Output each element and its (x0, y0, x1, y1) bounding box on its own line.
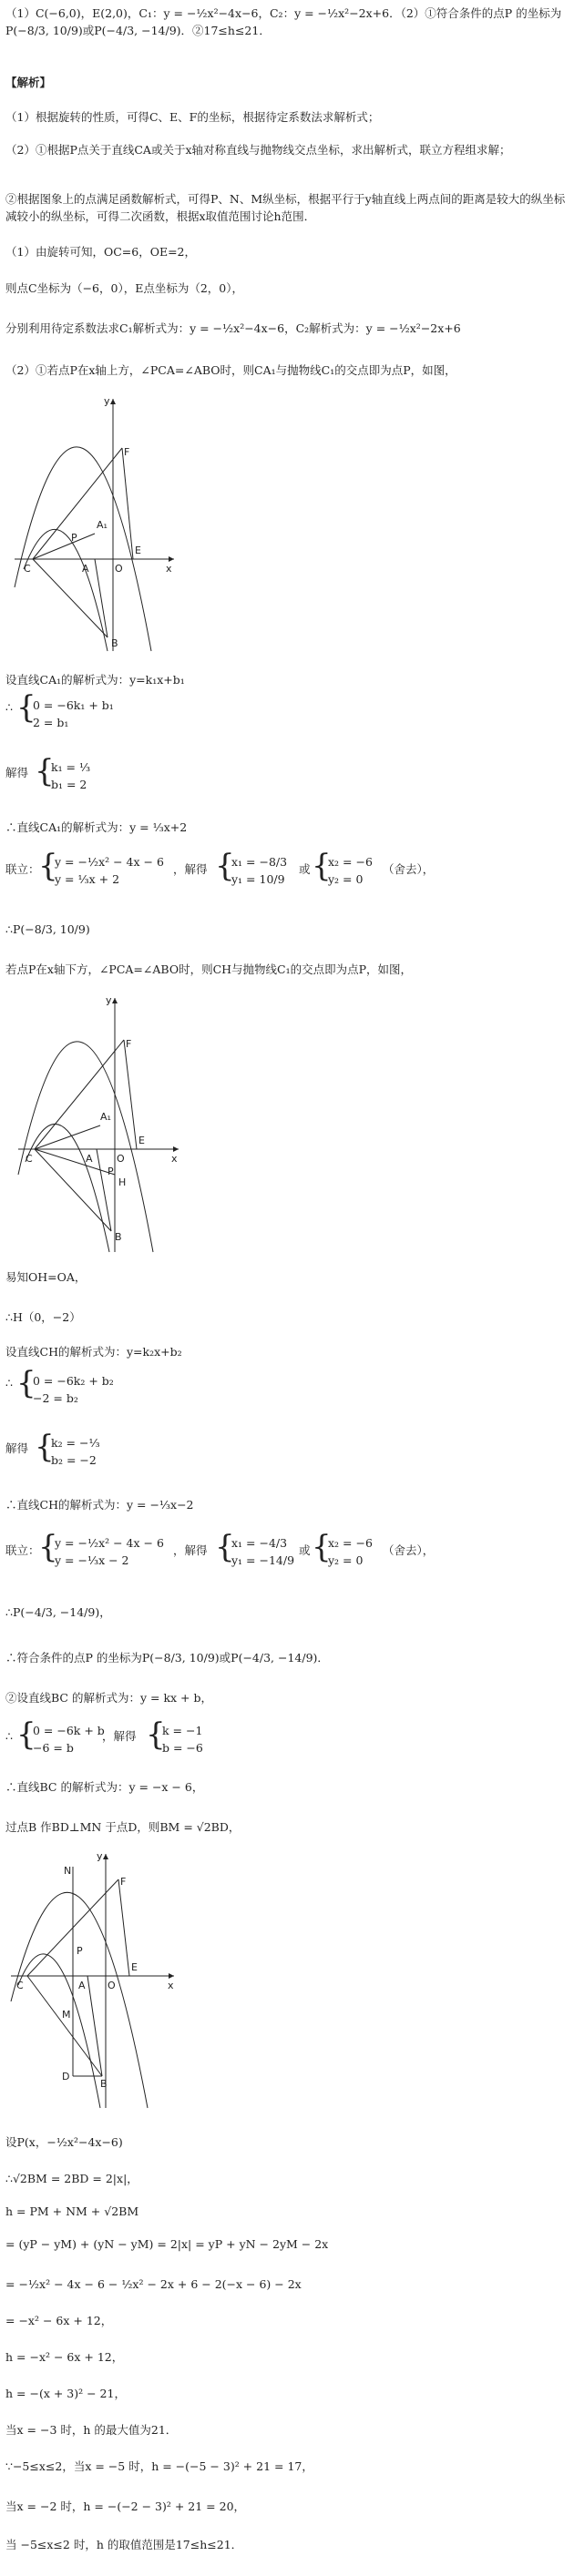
fig-label: x (166, 563, 172, 575)
analysis-step-1: （1）根据旋转的性质，可得C、E、F的坐标，根据待定系数法求解析式； (5, 110, 380, 124)
line-ca1 (33, 534, 95, 559)
solution-line: = (yP − yM) + (yN − yM) = 2|x| = yP + yN − 2yM − 2x (5, 2237, 329, 2251)
line-ef (124, 1040, 137, 1149)
fig-label: A (82, 563, 89, 575)
fig-label: A₁ (100, 1111, 111, 1123)
fig-label: E (135, 545, 141, 556)
fig-label: B (115, 1231, 122, 1243)
fig-label: O (115, 563, 123, 575)
fig-label: P (108, 1166, 114, 1177)
fig-label: A₁ (97, 519, 108, 531)
solution-line: （2）①若点P在x轴上方，∠PCA=∠ABO时，则CA₁与抛物线C₁的交点即为点P，如图， (5, 363, 456, 377)
solution-line: 易知OH=OA， (5, 1270, 87, 1284)
solution-line: 设直线CA₁的解析式为：y=k₁x+b₁ (5, 673, 185, 687)
fig-label: A (78, 1980, 86, 1991)
analysis-header: 【解析】 (5, 76, 52, 89)
analysis-step-2: （2）①根据P点关于直线CA或关于x轴对称直线与抛物线交点坐标，求出解析式，联立方程组求解； (5, 143, 511, 157)
equation-system: x₁ = −8/3 y₁ = 10/9 (231, 855, 288, 886)
fig-label: x (168, 1980, 174, 1991)
solution-line: 则点C坐标为（−6，0），E点坐标为（2，0）， (5, 281, 243, 295)
solution-line: 当x = −3 时，h 的最大值为21． (5, 2423, 178, 2437)
solution-line: 当 −5≤x≤2 时，h 的取值范围是17≤h≤21． (5, 2538, 243, 2551)
solution-line: h = PM + NM + √2BM (5, 2204, 139, 2218)
equation-system: k₂ = −⅓ b₂ = −2 (51, 1436, 100, 1467)
fig-label: C (24, 563, 31, 575)
fig-label: B (100, 2078, 108, 2090)
equation-system: 0 = −6k₂ + b₂ −2 = b₂ (33, 1374, 114, 1405)
solution-line: h = −x² − 6x + 12， (5, 2350, 124, 2364)
fig-label: x (171, 1153, 178, 1165)
fig-label: D (62, 2071, 70, 2082)
equation-system: x₂ = −6 y₂ = 0 (328, 1536, 373, 1567)
fig-label: F (120, 1876, 127, 1888)
parabola-c2 (15, 447, 151, 651)
fig-label: N (64, 1865, 72, 1877)
figure-2 (5, 993, 188, 1257)
solution-line: ∴直线CH的解析式为：y = −⅓x−2 (5, 1498, 194, 1512)
solution-line: = −½x² − 4x − 6 − ½x² − 2x + 6 − 2(−x − 6) − 2x (5, 2277, 302, 2291)
fig-label: E (131, 1961, 138, 1973)
solution-line: 过点B 作BD⊥MN 于点D，则BM = √2BD， (5, 1820, 241, 1834)
equation-system: k = −1 b = −6 (162, 1724, 203, 1755)
line-ab (97, 1149, 111, 1231)
fig-label: P (77, 1945, 83, 1957)
equation-system: 0 = −6k + b −6 = b (33, 1724, 105, 1755)
fig-label: E (138, 1135, 145, 1146)
equation-system: 0 = −6k₁ + b₁ 2 = b₁ (33, 698, 114, 729)
solution-line: ∴符合条件的点P 的坐标为P(−8/3, 10/9)或P(−4/3, −14/9)． (5, 1651, 329, 1665)
line-cf (33, 448, 122, 559)
line-cb (27, 1976, 102, 2076)
solution-line: 设P(x，−½x²−4x−6) (5, 2135, 123, 2149)
line-ab (87, 1976, 102, 2076)
equation-system: k₁ = ⅓ b₁ = 2 (51, 760, 91, 791)
equation-system: y = −½x² − 4x − 6 y = ⅓x + 2 (55, 855, 164, 886)
fig-label: H (118, 1176, 127, 1188)
solution-line: ②设直线BC 的解析式为：y = kx + b， (5, 1691, 212, 1705)
parabola-c1 (26, 1124, 109, 1252)
solution-line: ∵−5≤x≤2，当x = −5 时，h = −(−5 − 3)² + 21 = 17， (5, 2459, 313, 2473)
solution-line: ∴H（0，−2） (5, 1310, 81, 1324)
fig-label: P (71, 532, 77, 544)
solution-line: 若点P在x轴下方，∠PCA=∠ABO时，则CH与抛物线C₁的交点即为点P，如图， (5, 962, 413, 976)
fig-label: y (97, 1850, 103, 1862)
solution-line: ∴P(−8/3, 10/9) (5, 922, 90, 936)
solution-line: 设直线CH的解析式为：y=k₂x+b₂ (5, 1345, 182, 1359)
parabola-c1 (24, 529, 108, 651)
solution-line: = −x² − 6x + 12， (5, 2314, 113, 2327)
fig-label: B (111, 637, 118, 649)
line-ef (118, 1879, 129, 1976)
equation-system: x₂ = −6 y₂ = 0 (328, 855, 373, 886)
fig-label: O (108, 1980, 116, 1991)
equation-system: x₁ = −4/3 y₁ = −14/9 (231, 1536, 295, 1567)
fig-label: F (126, 1038, 132, 1050)
fig-label: A (86, 1153, 93, 1165)
fig-label: y (106, 994, 112, 1006)
fig-label: M (62, 2009, 71, 2021)
figure-3 (5, 1848, 188, 2113)
answer-line: （1）C(−6,0)，E(2,0)，C₁：y = −½x²−4x−6，C₂：y = −½x²−2x+6．（2）①符合条件的点P 的坐标为P(−8/3, 10/9)或P(−4/3, −14/9)．②17≤h≤21． (5, 6, 562, 37)
solution-line: ∴直线CA₁的解析式为：y = ⅓x+2 (5, 820, 188, 834)
solution-line: h = −(x + 3)² − 21， (5, 2387, 126, 2400)
solution-page: （1）C(−6,0)，E(2,0)，C₁：y = −½x²−4x−6，C₂：y = −½x²−2x+6．（2）①符合条件的点P 的坐标为P(−8/3, 10/9)或P(−4/3, −14/9)．②17≤h≤21． 【解析】 （1）根据旋转的性质，可得C、E、F的坐标，根据待定系数法求解析式； （2）①根据P点关于直线CA或关于x轴对称直线与抛物线交点坐标，求出解析式，联立方程组求解； ②根据图象上的点满足函数解析式，可得P、N、M纵坐标，根据平行于y轴直线上两点间的距离是较大的纵坐标减较小的纵坐标，可得二次函数，根据x取值范围讨论h范围． （1）由旋转可知，OC=6，OE=2， 则点C坐标为（−6，0），E点坐标为（2，0）， 分别利用待定系数法求C₁解析式为：y = −½x²−4x−6，C₂解析式为：y = −½x²−2x+6 （2）①若点P在x轴上方，∠PCA=∠ABO时，则CA₁与抛物线C₁的交点即为点P，如图， y F A₁ C A O E x P B 设直线CA₁的解析式为：y=k₁x+b₁ ∴ { 0 = −6k₁ + b₁ 2 = b₁ 解得 { k₁ = ⅓ b₁ = 2 ∴直线CA₁的解析式为：y = ⅓x+2 联立： { y = −½x² − 4x − 6 y = ⅓x + 2 ，解得 { x₁ = −8/3 y₁ = 10/9 或 { x₂ = −6 y₂ = 0 （舍去）， ∴P(−8/3, 10/9) 若点P在x轴下方，∠PCA=∠ABO时，则CH与抛物线C₁的交点即为点P，如图， y F A₁ C A O E x P H B 易知OH=OA， ∴H（0，−2） 设直线CH的解析式为：y=k₂x+b₂ ∴ { 0 = −6k₂ + b₂ −2 = b₂ 解得 { k₂ = −⅓ b₂ = −2 ∴直线CH的解析式为：y = −⅓x−2 联立： { y = −½x² − 4x − 6 y = −⅓x − 2 ，解得 { x₁ = −4/3 y₁ = −14/9 或 { x₂ = −6 y₂ = 0 （舍去）， ∴P(−4/3, −14/9)， ∴符合条件的点P 的坐标为P(−8/3, 10/9)或P(−4/3, −14/9)． ②设直线BC 的解析式为：y = kx + b， ∴ { 0 = −6k + b −6 = b ，解得 { k = −1 b = −6 ∴直线BC 的解析式为：y = −x − 6， 过点B 作BD⊥MN 于点D，则BM = √2BD， y N F P C A O E x M D B 设P(x，−½x²−4x−6) ∴√2BM = 2BD = 2|x|， h = PM + NM + √2BM = (yP − yM) + (yN − yM) = 2|x| = yP + yN − 2yM − 2x = −½x² − 4x − 6 − ½x² − 2x + 6 − 2(−x − 6) − 2x = −x² − 6x + 12， h = −x² − 6x + 12， h = −(x + 3)² − 21， 当x = −3 时，h 的最大值为21． ∵−5≤x≤2，当x = −5 时，h = −(−5 − 3)² + 21 = 17， 当x = −2 时，h = −(−2 − 3)² + 21 = 20， 当 −5≤x≤2 时，h 的取值范围是17≤h≤21． (0, 0, 574, 2576)
equation-system: y = −½x² − 4x − 6 y = −⅓x − 2 (55, 1536, 164, 1567)
fig-label: C (16, 1980, 24, 1991)
parabola-c2 (11, 1892, 148, 2108)
solution-line: ∴P(−4/3, −14/9)， (5, 1605, 111, 1619)
fig-label: C (26, 1153, 33, 1165)
fig-label: O (117, 1153, 125, 1165)
solution-line: ∴√2BM = 2BD = 2|x|， (5, 2172, 138, 2185)
solution-line: ∴直线BC 的解析式为：y = −x − 6， (5, 1780, 204, 1794)
parabola-c2 (18, 1042, 153, 1252)
solution-line: 分别利用待定系数法求C₁解析式为：y = −½x²−4x−6，C₂解析式为：y = −½x²−2x+6 (5, 321, 461, 335)
solution-line: （1）由旋转可知，OC=6，OE=2， (5, 245, 196, 259)
analysis-step-3: ②根据图象上的点满足函数解析式，可得P、N、M纵坐标，根据平行于y轴直线上两点间的距离是较大的纵坐标减较小的纵坐标，可得二次函数，根据x取值范围讨论h范围． (5, 192, 566, 223)
figure-1 (5, 392, 179, 656)
fig-label: y (104, 395, 110, 407)
fig-label: F (124, 446, 130, 458)
solution-line: 当x = −2 时，h = −(−2 − 3)² + 21 = 20， (5, 2500, 246, 2513)
